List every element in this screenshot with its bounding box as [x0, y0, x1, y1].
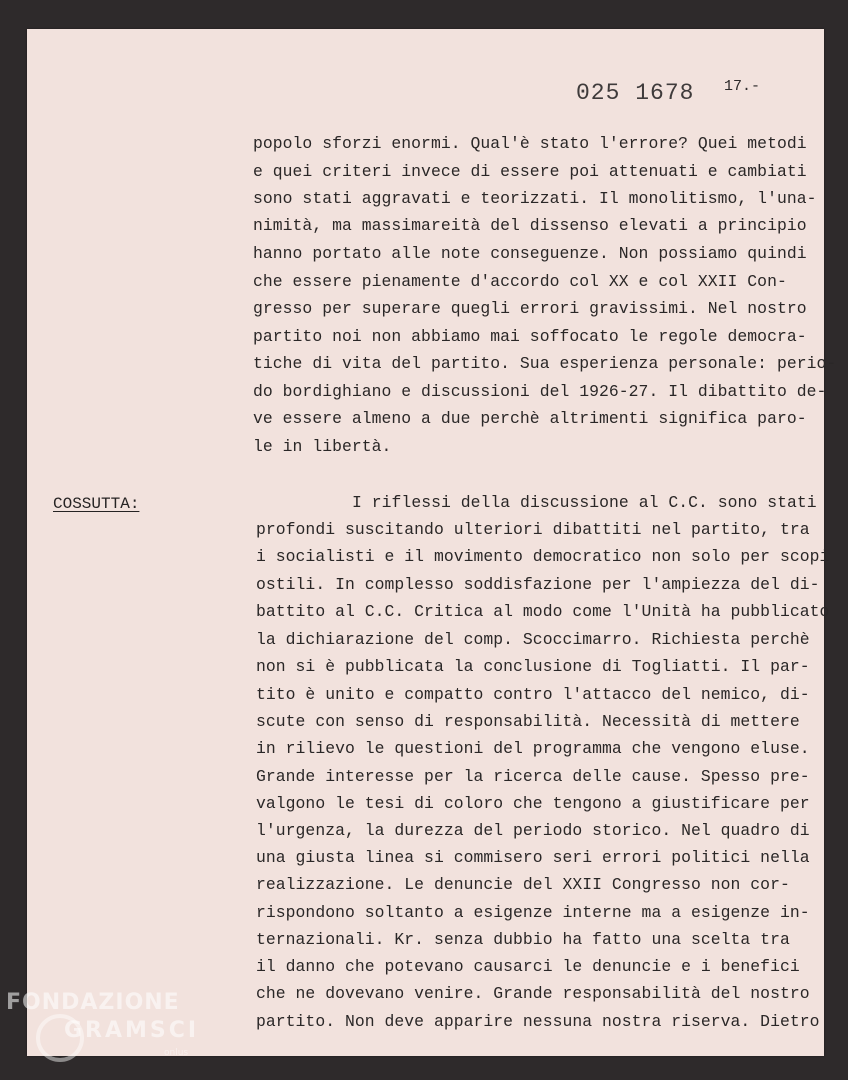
watermark-line1: FONDAZIONE — [6, 990, 180, 1015]
text-line: ve essere almeno a due perchè altrimenti significa paro- — [253, 409, 807, 428]
page-number: 17.- — [724, 78, 761, 95]
text-line: rispondono soltanto a esigenze interne ma a esigenze in- — [256, 903, 810, 922]
text-line: le in libertà. — [253, 437, 392, 456]
text-line: tiche di vita del partito. Sua esperienza personale: perio- — [253, 354, 837, 373]
text-line: popolo sforzi enormi. Qual'è stato l'errore? Quei metodi — [253, 134, 807, 153]
speaker-label: COSSUTTA: — [53, 495, 140, 513]
text-line: la dichiarazione del comp. Scoccimarro. Richiesta perchè — [256, 630, 810, 649]
text-line: nimità, ma massimareità del dissenso elevati a principio — [253, 216, 807, 235]
watermark-small: onlus — [164, 1048, 189, 1058]
text-line: valgono le tesi di coloro che tengono a giustificare per — [256, 794, 810, 813]
text-line: scute con senso di responsabilità. Necessità di mettere — [256, 712, 800, 731]
text-line: e quei criteri invece di essere poi attenuati e cambiati — [253, 162, 807, 181]
text-line: Grande interesse per la ricerca delle cause. Spesso pre- — [256, 767, 810, 786]
text-line: battito al C.C. Critica al modo come l'Unità ha pubblicato — [256, 602, 830, 621]
text-line: gresso per superare quegli errori gravissimi. Nel nostro — [253, 299, 807, 318]
text-line: partito noi non abbiamo mai soffocato le regole democra- — [253, 327, 807, 346]
text-line: che essere pienamente d'accordo col XX e col XXII Con- — [253, 272, 787, 291]
text-line: ternazionali. Kr. senza dubbio ha fatto una scelta tra — [256, 930, 790, 949]
text-line: l'urgenza, la durezza del periodo storico. Nel quadro di — [256, 821, 810, 840]
text-line: in rilievo le questioni del programma che vengono eluse. — [256, 739, 810, 758]
text-line: tito è unito e compatto contro l'attacco del nemico, di- — [256, 685, 810, 704]
text-line: una giusta linea si commisero seri errori politici nella — [256, 848, 810, 867]
text-line: profondi suscitando ulteriori dibattiti nel partito, tra — [256, 520, 810, 539]
text-line: ostili. In complesso soddisfazione per l'ampiezza del di- — [256, 575, 820, 594]
text-line: il danno che potevano causarci le denuncie e i benefici — [256, 957, 800, 976]
watermark-line2: GRAMSCI — [64, 1018, 200, 1043]
text-line: realizzazione. Le denuncie del XXII Congresso non cor- — [256, 875, 790, 894]
text-line: che ne dovevano venire. Grande responsabilità del nostro — [256, 984, 810, 1003]
text-line: do bordighiano e discussioni del 1926-27. Il dibattito de- — [253, 382, 827, 401]
text-line: partito. Non deve apparire nessuna nostra riserva. Dietro — [256, 1012, 820, 1031]
fondazione-gramsci-watermark — [6, 988, 226, 1078]
text-line: sono stati aggravati e teorizzati. Il monolitismo, l'una- — [253, 189, 817, 208]
document-page — [27, 29, 827, 1056]
text-line: i socialisti e il movimento democratico non solo per scopi — [256, 547, 830, 566]
archive-number: 025 1678 — [576, 80, 695, 106]
text-line: non si è pubblicata la conclusione di Togliatti. Il par- — [256, 657, 810, 676]
text-line: I riflessi della discussione al C.C. sono stati — [352, 493, 817, 512]
text-line: hanno portato alle note conseguenze. Non possiamo quindi — [253, 244, 807, 263]
